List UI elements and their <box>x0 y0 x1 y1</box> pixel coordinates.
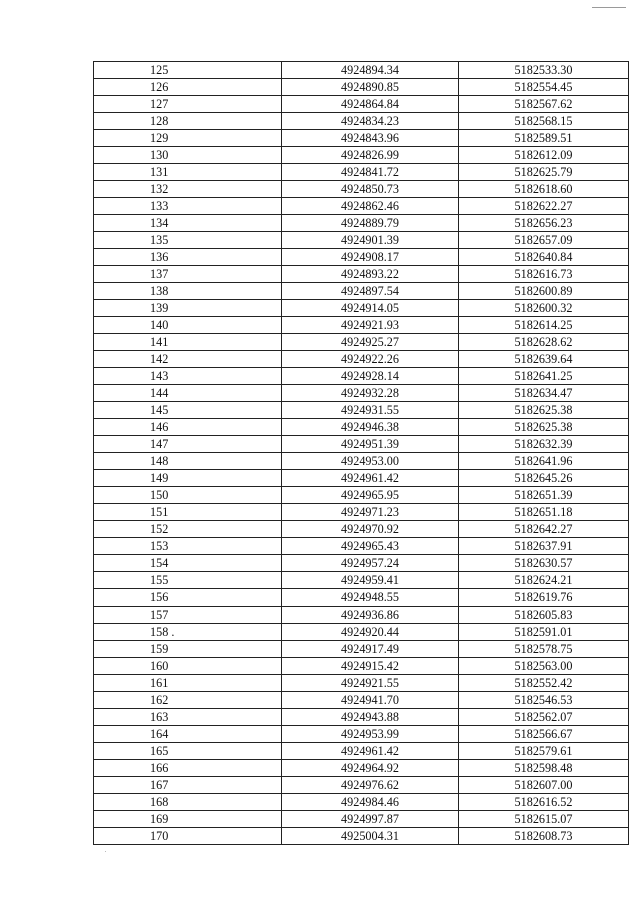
table-row <box>94 232 629 249</box>
point-number-cell: 131 <box>94 164 282 181</box>
x-coordinate-cell: 4925004.31 <box>282 827 459 844</box>
table-row <box>94 538 629 555</box>
point-number-cell: 148 <box>94 453 282 470</box>
x-coordinate-cell: 4924965.43 <box>282 538 459 555</box>
y-coordinate-cell: 5182546.53 <box>459 691 629 708</box>
table-row <box>94 453 629 470</box>
point-number-cell: 159 <box>94 640 282 657</box>
table-row <box>94 334 629 351</box>
x-coordinate-cell: 4924915.42 <box>282 657 459 674</box>
y-coordinate-cell: 5182637.91 <box>459 538 629 555</box>
coordinates-table-body <box>94 62 629 845</box>
x-coordinate-cell: 4924850.73 <box>282 181 459 198</box>
point-number-cell: 154 <box>94 555 282 572</box>
y-coordinate-cell: 5182625.38 <box>459 419 629 436</box>
x-coordinate-cell: 4924928.14 <box>282 368 459 385</box>
x-coordinate-cell: 4924893.22 <box>282 266 459 283</box>
y-coordinate-cell: 5182625.38 <box>459 402 629 419</box>
table-row <box>94 725 629 742</box>
table-row <box>94 793 629 810</box>
table-row <box>94 776 629 793</box>
x-coordinate-cell: 4924948.55 <box>282 589 459 606</box>
table-row <box>94 62 629 79</box>
point-number-cell: 166 <box>94 759 282 776</box>
point-number-cell: 139 <box>94 300 282 317</box>
point-number-cell: 153 <box>94 538 282 555</box>
table-row <box>94 521 629 538</box>
y-coordinate-cell: 5182568.15 <box>459 113 629 130</box>
y-coordinate-cell: 5182651.39 <box>459 487 629 504</box>
point-number-cell: 127 <box>94 96 282 113</box>
table-row <box>94 708 629 725</box>
y-coordinate-cell: 5182632.39 <box>459 436 629 453</box>
point-number-cell: 167 <box>94 776 282 793</box>
table-row <box>94 504 629 521</box>
y-coordinate-cell: 5182640.84 <box>459 249 629 266</box>
y-coordinate-cell: 5182533.30 <box>459 62 629 79</box>
point-number-cell: 132 <box>94 181 282 198</box>
x-coordinate-cell: 4924894.34 <box>282 62 459 79</box>
x-coordinate-cell: 4924970.92 <box>282 521 459 538</box>
x-coordinate-cell: 4924897.54 <box>282 283 459 300</box>
table-row <box>94 657 629 674</box>
x-coordinate-cell: 4924922.26 <box>282 351 459 368</box>
point-number-cell: 135 <box>94 232 282 249</box>
y-coordinate-cell: 5182598.48 <box>459 759 629 776</box>
y-coordinate-cell: 5182600.89 <box>459 283 629 300</box>
point-number-cell: 144 <box>94 385 282 402</box>
x-coordinate-cell: 4924826.99 <box>282 147 459 164</box>
point-number-cell: 169 <box>94 810 282 827</box>
y-coordinate-cell: 5182622.27 <box>459 198 629 215</box>
table-row <box>94 555 629 572</box>
point-number-cell: 147 <box>94 436 282 453</box>
table-row <box>94 759 629 776</box>
point-number-cell: 146 <box>94 419 282 436</box>
table-row <box>94 487 629 504</box>
point-number-cell: 156 <box>94 589 282 606</box>
y-coordinate-cell: 5182612.09 <box>459 147 629 164</box>
y-coordinate-cell: 5182578.75 <box>459 640 629 657</box>
x-coordinate-cell: 4924901.39 <box>282 232 459 249</box>
x-coordinate-cell: 4924959.41 <box>282 572 459 589</box>
y-coordinate-cell: 5182579.61 <box>459 742 629 759</box>
table-row <box>94 368 629 385</box>
y-coordinate-cell: 5182657.09 <box>459 232 629 249</box>
point-number-cell: 155 <box>94 572 282 589</box>
y-coordinate-cell: 5182656.23 <box>459 215 629 232</box>
point-number-cell: 134 <box>94 215 282 232</box>
x-coordinate-cell: 4924932.28 <box>282 385 459 402</box>
point-number-cell: 141 <box>94 334 282 351</box>
table-row <box>94 164 629 181</box>
x-coordinate-cell: 4924957.24 <box>282 555 459 572</box>
point-number-cell: 149 <box>94 470 282 487</box>
x-coordinate-cell: 4924961.42 <box>282 742 459 759</box>
table-row <box>94 606 629 623</box>
point-number-cell: 160 <box>94 657 282 674</box>
point-number-cell: 140 <box>94 317 282 334</box>
table-row <box>94 283 629 300</box>
point-number-cell: 128 <box>94 113 282 130</box>
table-row <box>94 266 629 283</box>
x-coordinate-cell: 4924917.49 <box>282 640 459 657</box>
y-coordinate-cell: 5182552.42 <box>459 674 629 691</box>
x-coordinate-cell: 4924941.70 <box>282 691 459 708</box>
y-coordinate-cell: 5182554.45 <box>459 79 629 96</box>
table-row <box>94 96 629 113</box>
y-coordinate-cell: 5182625.79 <box>459 164 629 181</box>
table-row <box>94 674 629 691</box>
x-coordinate-cell: 4924834.23 <box>282 113 459 130</box>
y-coordinate-cell: 5182628.62 <box>459 334 629 351</box>
table-row <box>94 827 629 844</box>
y-coordinate-cell: 5182607.00 <box>459 776 629 793</box>
coordinates-table <box>93 61 629 845</box>
point-number-cell: 133 <box>94 198 282 215</box>
table-row <box>94 640 629 657</box>
page-corner-mark <box>592 7 626 8</box>
x-coordinate-cell: 4924984.46 <box>282 793 459 810</box>
y-coordinate-cell: 5182624.21 <box>459 572 629 589</box>
table-row <box>94 249 629 266</box>
x-coordinate-cell: 4924889.79 <box>282 215 459 232</box>
x-coordinate-cell: 4924921.93 <box>282 317 459 334</box>
x-coordinate-cell: 4924843.96 <box>282 130 459 147</box>
table-row <box>94 113 629 130</box>
table-row <box>94 691 629 708</box>
y-coordinate-cell: 5182563.00 <box>459 657 629 674</box>
y-coordinate-cell: 5182616.52 <box>459 793 629 810</box>
x-coordinate-cell: 4924862.46 <box>282 198 459 215</box>
scan-speck <box>105 851 106 852</box>
table-row <box>94 419 629 436</box>
x-coordinate-cell: 4924914.05 <box>282 300 459 317</box>
point-number-cell: 170 <box>94 827 282 844</box>
table-row <box>94 810 629 827</box>
point-number-cell: 142 <box>94 351 282 368</box>
x-coordinate-cell: 4924864.84 <box>282 96 459 113</box>
table-row <box>94 215 629 232</box>
point-number-cell: 129 <box>94 130 282 147</box>
y-coordinate-cell: 5182614.25 <box>459 317 629 334</box>
y-coordinate-cell: 5182651.18 <box>459 504 629 521</box>
table-row <box>94 300 629 317</box>
y-coordinate-cell: 5182630.57 <box>459 555 629 572</box>
point-number-cell: 150 <box>94 487 282 504</box>
x-coordinate-cell: 4924976.62 <box>282 776 459 793</box>
x-coordinate-cell: 4924953.99 <box>282 725 459 742</box>
y-coordinate-cell: 5182605.83 <box>459 606 629 623</box>
point-number-cell: 138 <box>94 283 282 300</box>
point-number-cell: 136 <box>94 249 282 266</box>
point-number-cell: 151 <box>94 504 282 521</box>
y-coordinate-cell: 5182634.47 <box>459 385 629 402</box>
y-coordinate-cell: 5182639.64 <box>459 351 629 368</box>
x-coordinate-cell: 4924841.72 <box>282 164 459 181</box>
table-row <box>94 572 629 589</box>
point-number-cell: 168 <box>94 793 282 810</box>
y-coordinate-cell: 5182566.67 <box>459 725 629 742</box>
table-row <box>94 79 629 96</box>
point-number-cell: 163 <box>94 708 282 725</box>
x-coordinate-cell: 4924951.39 <box>282 436 459 453</box>
y-coordinate-cell: 5182616.73 <box>459 266 629 283</box>
point-number-cell: 143 <box>94 368 282 385</box>
table-row <box>94 742 629 759</box>
x-coordinate-cell: 4924921.55 <box>282 674 459 691</box>
x-coordinate-cell: 4924946.38 <box>282 419 459 436</box>
point-number-cell: 145 <box>94 402 282 419</box>
x-coordinate-cell: 4924953.00 <box>282 453 459 470</box>
x-coordinate-cell: 4924971.23 <box>282 504 459 521</box>
y-coordinate-cell: 5182562.07 <box>459 708 629 725</box>
x-coordinate-cell: 4924965.95 <box>282 487 459 504</box>
table-row <box>94 623 629 640</box>
x-coordinate-cell: 4924943.88 <box>282 708 459 725</box>
table-row <box>94 470 629 487</box>
x-coordinate-cell: 4924964.92 <box>282 759 459 776</box>
point-number-cell: 161 <box>94 674 282 691</box>
y-coordinate-cell: 5182641.25 <box>459 368 629 385</box>
x-coordinate-cell: 4924908.17 <box>282 249 459 266</box>
point-number-cell: 137 <box>94 266 282 283</box>
y-coordinate-cell: 5182619.76 <box>459 589 629 606</box>
table-row <box>94 317 629 334</box>
point-number-cell: 125 <box>94 62 282 79</box>
x-coordinate-cell: 4924890.85 <box>282 79 459 96</box>
table-row <box>94 130 629 147</box>
y-coordinate-cell: 5182591.01 <box>459 623 629 640</box>
table-row <box>94 147 629 164</box>
y-coordinate-cell: 5182589.51 <box>459 130 629 147</box>
y-coordinate-cell: 5182615.07 <box>459 810 629 827</box>
table-row <box>94 402 629 419</box>
y-coordinate-cell: 5182642.27 <box>459 521 629 538</box>
point-number-cell: 164 <box>94 725 282 742</box>
x-coordinate-cell: 4924920.44 <box>282 623 459 640</box>
x-coordinate-cell: 4924936.86 <box>282 606 459 623</box>
y-coordinate-cell: 5182608.73 <box>459 827 629 844</box>
point-number-cell: 158 . <box>94 623 282 640</box>
point-number-cell: 165 <box>94 742 282 759</box>
point-number-cell: 152 <box>94 521 282 538</box>
y-coordinate-cell: 5182645.26 <box>459 470 629 487</box>
table-row <box>94 589 629 606</box>
x-coordinate-cell: 4924931.55 <box>282 402 459 419</box>
y-coordinate-cell: 5182600.32 <box>459 300 629 317</box>
table-row <box>94 198 629 215</box>
y-coordinate-cell: 5182618.60 <box>459 181 629 198</box>
point-number-cell: 162 <box>94 691 282 708</box>
y-coordinate-cell: 5182641.96 <box>459 453 629 470</box>
table-row <box>94 385 629 402</box>
y-coordinate-cell: 5182567.62 <box>459 96 629 113</box>
x-coordinate-cell: 4924925.27 <box>282 334 459 351</box>
point-number-cell: 130 <box>94 147 282 164</box>
point-number-cell: 126 <box>94 79 282 96</box>
x-coordinate-cell: 4924961.42 <box>282 470 459 487</box>
x-coordinate-cell: 4924997.87 <box>282 810 459 827</box>
table-row <box>94 181 629 198</box>
point-number-cell: 157 <box>94 606 282 623</box>
table-row <box>94 436 629 453</box>
table-row <box>94 351 629 368</box>
